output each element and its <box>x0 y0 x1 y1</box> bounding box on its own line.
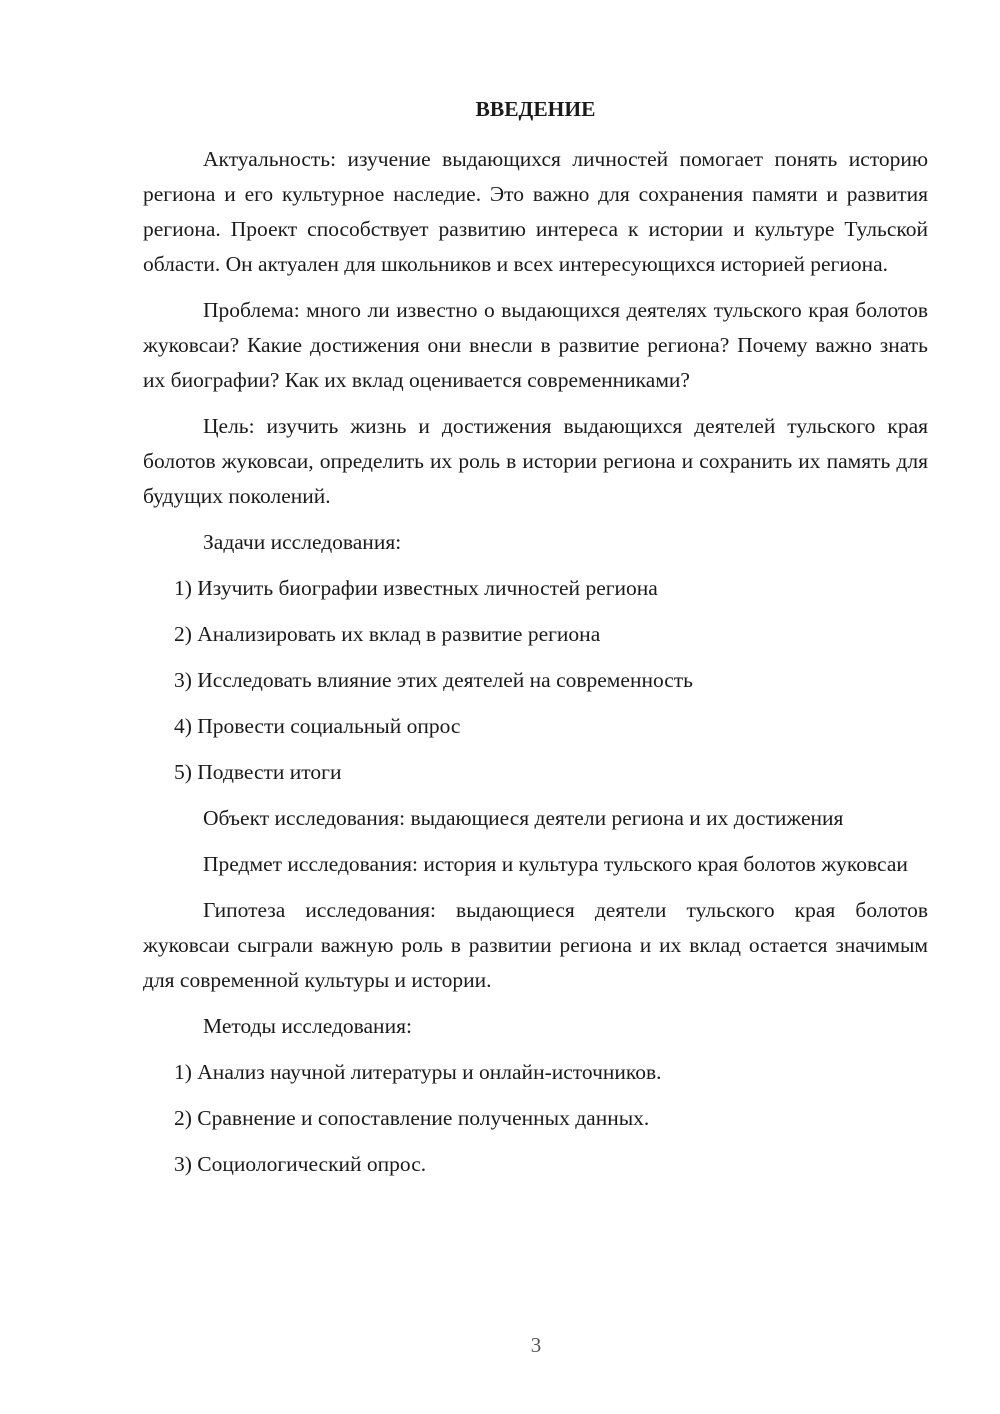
subject-paragraph: Предмет исследования: история и культура тульского края болотов жуковсаи <box>203 852 908 876</box>
object-paragraph: Объект исследования: выдающиеся деятели региона и их достижения <box>203 806 844 830</box>
page-number: 3 <box>530 1333 542 1357</box>
task-item: 5) Подвести итоги <box>174 760 342 784</box>
task-item: 4) Провести социальный опрос <box>174 714 461 738</box>
tasks-list <box>143 571 928 790</box>
page-title: ВВЕДЕНИЕ <box>475 97 596 121</box>
task-item: 1) Изучить биографии известных личностей региона <box>174 576 658 600</box>
goal-paragraph: Цель: изучить жизнь и достижения выдающихся деятелей тульского края болотов жуковсаи, определить их роль в истории региона и сохранить их память для будущих поколений. <box>143 414 928 508</box>
tasks-header: Задачи исследования: <box>203 530 402 554</box>
method-item: 3) Социологический опрос. <box>174 1152 427 1176</box>
relevance-paragraph: Актуальность: изучение выдающихся личностей помогает понять историю региона и его культурное наследие. Это важно для сохранения памяти и развития региона. Проект способствует развитию интереса к истории и культуре Тульской области. Он актуален для школьников и всех интересующихся историей региона. <box>143 147 928 276</box>
hypothesis-paragraph: Гипотеза исследования: выдающиеся деятели тульского края болотов жуковсаи сыграли важную роль в развитии региона и их вклад остается значимым для современной культуры и истории. <box>143 898 928 992</box>
task-item: 3) Исследовать влияние этих деятелей на современность <box>174 668 693 692</box>
method-item: 2) Сравнение и сопоставление полученных данных. <box>174 1106 650 1130</box>
problem-paragraph: Проблема: много ли известно о выдающихся деятелях тульского края болотов жуковсаи? Какие достижения они внесли в развитие региона? Почему важно знать их биографии? Как их вклад оценивается современниками? <box>143 298 928 392</box>
method-item: 1) Анализ научной литературы и онлайн-источников. <box>174 1060 662 1084</box>
methods-list <box>143 1055 928 1182</box>
methods-header: Методы исследования: <box>203 1014 412 1038</box>
document-page <box>143 92 928 1193</box>
task-item: 2) Анализировать их вклад в развитие региона <box>174 622 601 646</box>
